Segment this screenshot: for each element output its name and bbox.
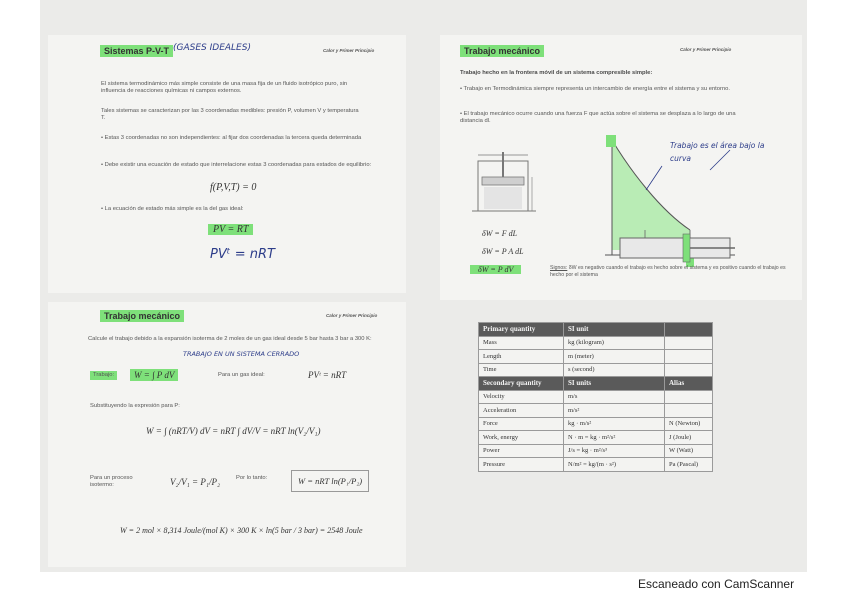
table-cell: Power xyxy=(479,444,564,458)
table-cell: m (meter) xyxy=(564,350,665,364)
bullet-1: • Estas 3 coordenadas no son independientes: al fijar dos coordenadas la tercera queda determinada xyxy=(101,135,362,141)
slide-trabajo-mecanico-2 xyxy=(48,302,406,567)
table-header-cell: Alias xyxy=(665,377,713,391)
si-units-table xyxy=(478,322,713,472)
table-cell: m/s xyxy=(564,390,665,404)
table-header-cell: Primary quantity xyxy=(479,323,564,337)
ideal-gas-label: Para un gas ideal: xyxy=(218,372,265,378)
equation-work-pdv: δW = P dV xyxy=(470,265,521,274)
table-cell xyxy=(665,336,713,350)
table-row xyxy=(479,350,713,364)
table-row xyxy=(479,431,713,445)
handwritten-area-note: Trabajo es el área bajo la curva xyxy=(670,141,765,163)
equation-work-force: δW = F dL xyxy=(482,229,518,238)
bullet-3: • La ecuación de estado más simple es la del gas ideal: xyxy=(101,206,244,212)
ideal-gas-equation: PVᵗ = nRT xyxy=(308,370,347,380)
slide-subtitle: Trabajo hecho en la frontera móvil de un sistema compresible simple: xyxy=(460,70,653,76)
bullet-2: • El trabajo mecánico ocurre cuando una fuerza F que actúa sobre el sistema se desplaza a lo largo de una distancia dl. xyxy=(460,111,736,125)
table-cell xyxy=(665,363,713,377)
table-row xyxy=(479,336,713,350)
slide-header: Calor y Primer Principio xyxy=(680,47,732,52)
slide-sistemas-pvt xyxy=(48,35,406,293)
table-cell: kg · m/s² xyxy=(564,417,665,431)
handwritten-equation: PVᵗ = nRT xyxy=(210,247,275,262)
work-derivation: W = ∫ (nRT/V) dV = nRT ∫ dV/V = nRT ln(V₂/V₁) xyxy=(146,426,321,436)
table-cell: Mass xyxy=(479,336,564,350)
slide-title: Trabajo mecánico xyxy=(100,310,184,322)
equation-work-pressure-area: δW = P A dL xyxy=(482,247,524,256)
table-row xyxy=(479,444,713,458)
slide-header: Calor y Primer Principio xyxy=(323,48,375,53)
scanner-watermark: Escaneado con CamScanner xyxy=(638,577,795,591)
piston-diagram xyxy=(470,147,550,227)
handwritten-title: (GASES IDEALES) xyxy=(173,43,251,53)
table-cell: N (Newton) xyxy=(665,417,713,431)
slide-trabajo-mecanico-1 xyxy=(440,35,802,300)
bullet-2: • Debe existir una ecuación de estado que interrelacione estas 3 coordenadas para estados de equilibrio: xyxy=(101,162,372,168)
equation-state: f(P,V,T) = 0 xyxy=(210,182,257,193)
table-cell: Force xyxy=(479,417,564,431)
si-units-table-panel xyxy=(478,322,713,490)
table-header-cell: SI unit xyxy=(564,323,665,337)
slide-title: Trabajo mecánico xyxy=(460,45,544,57)
table-cell: J/s = kg · m²/s³ xyxy=(564,444,665,458)
table-cell: Pa (Pascal) xyxy=(665,458,713,472)
table-row xyxy=(479,417,713,431)
work-label: Trabajo: xyxy=(90,371,117,380)
bullet-1: • Trabajo en Termodinámica siempre representa un intercambio de energía entre el sistema y su entorno. xyxy=(460,86,731,92)
paragraph-1: El sistema termodinámico más simple consiste de una masa fija de un fluido isotrópico puro, sin influencia de reacciones químicas ni campos externos. xyxy=(101,81,348,95)
table-cell: N · m = kg · m²/s² xyxy=(564,431,665,445)
table-header-cell: Secondary quantity xyxy=(479,377,564,391)
table-cell: Time xyxy=(479,363,564,377)
table-header-cell: SI units xyxy=(564,377,665,391)
table-header-row xyxy=(479,323,713,337)
slide-header: Calor y Primer Principio xyxy=(326,313,378,318)
work-integral: W = ∫ P dV xyxy=(130,369,178,381)
table-cell xyxy=(665,350,713,364)
table-cell xyxy=(665,390,713,404)
table-header-row xyxy=(479,377,713,391)
slide-title: Sistemas P-V-T xyxy=(100,45,173,57)
isothermal-label: Para un proceso isotermo: xyxy=(90,475,133,489)
sign-note-label: Signos: xyxy=(550,265,568,271)
table-row xyxy=(479,390,713,404)
table-row xyxy=(479,404,713,418)
substitute-label: Substituyendo la expresión para P: xyxy=(90,403,180,409)
paragraph-2: Tales sistemas se caracterizan por las 3 coordenadas medibles: presión P, volumen V y temperatura T. xyxy=(101,108,359,122)
problem-statement: Calcule el trabajo debido a la expansión isoterma de 2 moles de un gas ideal desde 5 bar hasta 3 bar a 300 K: xyxy=(88,336,372,342)
work-result-formula: W = nRT ln(P₁/P₂) xyxy=(291,470,369,492)
table-cell: Work, energy xyxy=(479,431,564,445)
table-cell: s (second) xyxy=(564,363,665,377)
table-cell xyxy=(665,404,713,418)
sign-note-text: δW es negativo cuando el trabajo es hecho sobre el sistema y es positivo cuando el trabajo es hecho por el sistema xyxy=(550,265,786,278)
table-row xyxy=(479,458,713,472)
table-cell: Velocity xyxy=(479,390,564,404)
equation-ideal-gas: PV = RT xyxy=(208,224,253,235)
table-cell: W (Watt) xyxy=(665,444,713,458)
handwritten-closed-system: TRABAJO EN UN SISTEMA CERRADO xyxy=(183,350,300,358)
isothermal-ratio: V₂/V₁ = P₁/P₂ xyxy=(170,477,221,487)
table-cell: N/m² = kg/(m · s²) xyxy=(564,458,665,472)
table-row xyxy=(479,363,713,377)
numeric-result: W = 2 mol × 8,314 Joule/(mol K) × 300 K × ln(5 bar / 3 bar) = 2548 Joule xyxy=(120,526,363,535)
therefore-label: Por lo tanto: xyxy=(236,475,268,481)
table-cell: m/s² xyxy=(564,404,665,418)
table-cell: kg (kilogram) xyxy=(564,336,665,350)
table-cell: Length xyxy=(479,350,564,364)
table-header-cell xyxy=(665,323,713,337)
cylinder-diagram xyxy=(615,230,740,265)
table-cell: Pressure xyxy=(479,458,564,472)
sign-note xyxy=(550,265,795,279)
table-cell: J (Joule) xyxy=(665,431,713,445)
table-cell: Acceleration xyxy=(479,404,564,418)
